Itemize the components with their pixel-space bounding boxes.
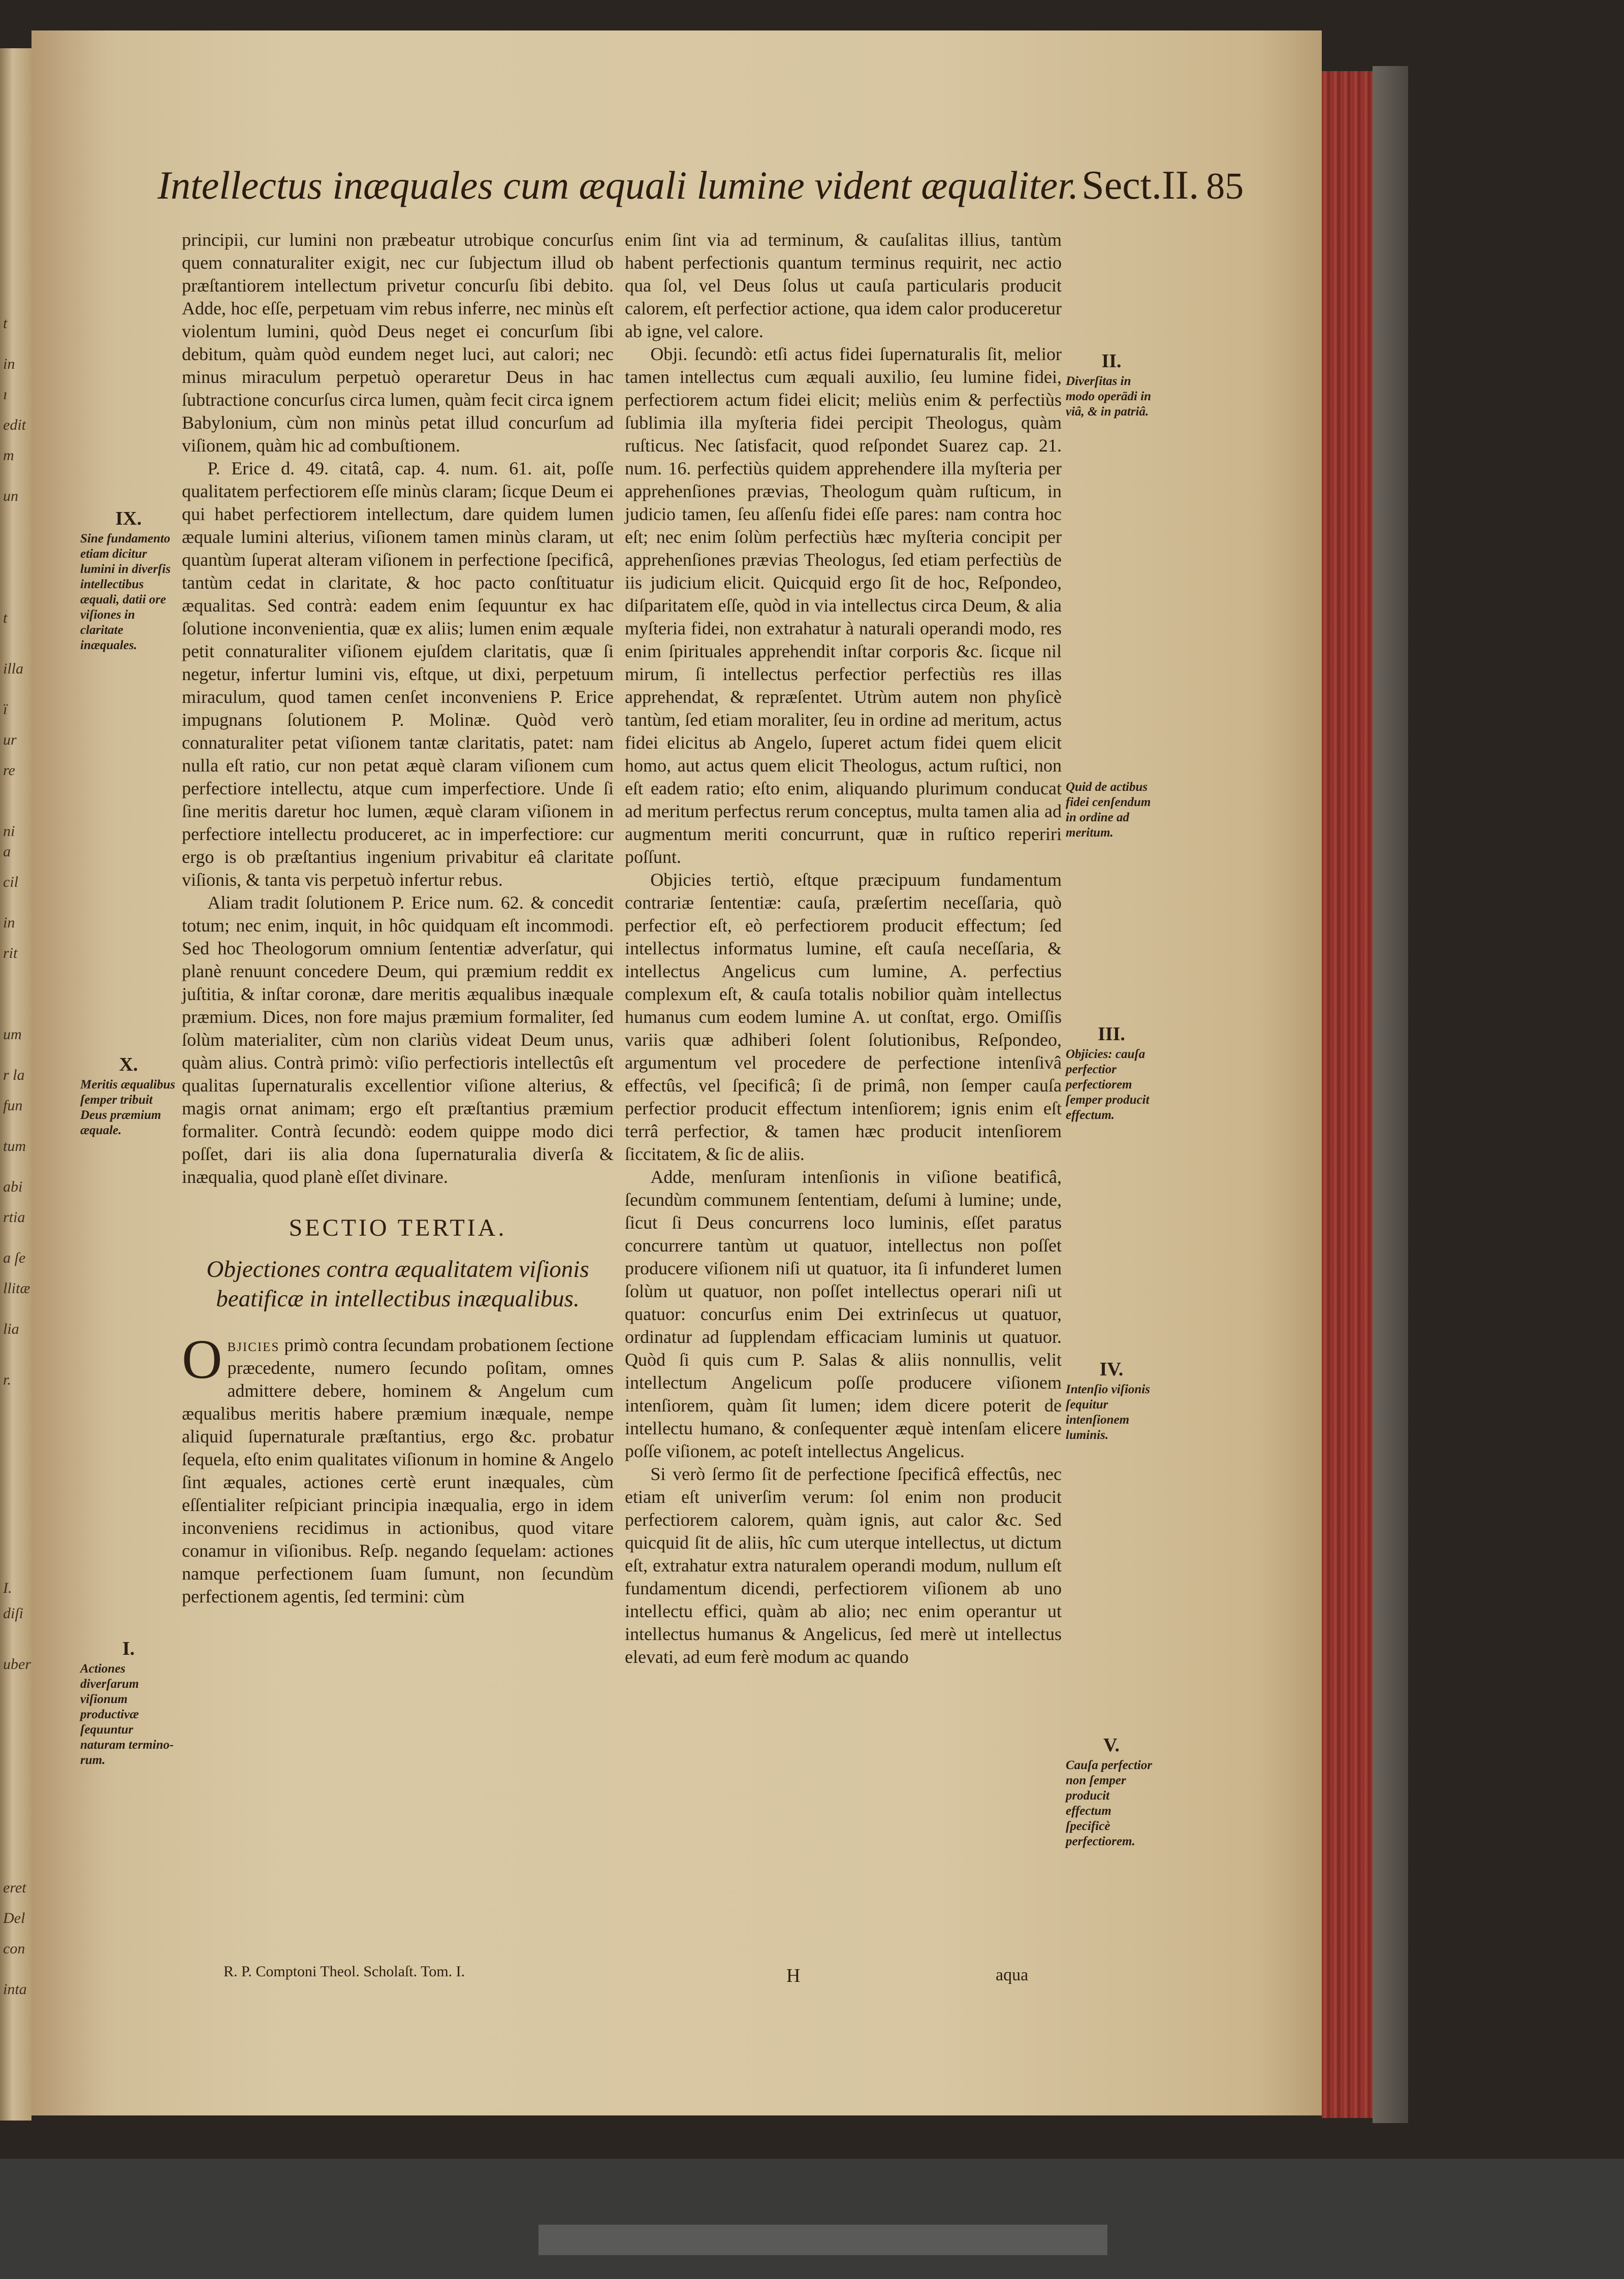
small-caps-word: bjicies	[227, 1335, 280, 1355]
paragraph: principii, cur lumini non præbeatur utrobique concurſus quem connaturaliter exigit, nec cur ſubjectum illud ob præſtantiorem intellectum privetur concurſu ſibi debito. Adde, hoc eſſe, perpetuam vim rebus inferre, nec minùs eſt violentum lumini, quòd Deus neget ei concurſum ſibi debitum, quàm quòd eundem neget luci, aut calori; nec minus miraculum perpetuò operaretur Deus in hac ſubtractione concurſus circa lumen, quàm fecit circa ignem Babylonium, cùm non minùs petat illud concurſum ad viſionem, quàm hic ad combuſtionem.	[182, 230, 614, 456]
margin-note-number: X.	[119, 1054, 138, 1075]
left-page-fragment: re	[3, 762, 15, 779]
margin-note	[80, 508, 177, 653]
left-page-fragment: t	[3, 315, 8, 332]
book-cover-edge	[1373, 66, 1408, 2123]
left-page-fragment: abi	[3, 1178, 23, 1195]
paragraph: Obji. ſecundò: etſi actus fidei ſupernaturalis ſit, melior tamen intellectus cum æquali auxilio, ſeu lumine fidei, perfectiorem actum fidei elicit; meliùs enim & perfectiùs ſublimia illa myſteria fidei percipit Theologus, quàm ruſticus. Nec ſatisfacit, quod reſpondet Suarez cap. 21. num. 16. perfectiùs quidem apprehendere illa myſteria per apprehenſiones prævias, Theologum quàm ruſticum, in judicio tamen, ſeu aſſenſu fidei eſſe pares: nam contra hoc eſt; nec enim ſolùm perfectiùs hæc myſteria concipit per apprehenſiones prævias Theologus, ſed etiam perfectiùs de iis judicium elicit. Quicquid ergo ſit de hoc, Reſpondeo, diſparitatem eſſe, quòd in via intellectus circa Deum, & alia myſteria fidei, non extrahatur à naturali operandi modo, res enim ſpirituales apprehendit inſtar corporis &c. ſicque nil mirum, ſi intellectus perfectior perfectiùs res illas apprehendat, & repræſentet. Utrùm autem non phyſicè tantùm, ſed etiam moraliter, ſeu in ordine ad meritum, actus fidei elicitus ab Angelo, ſuperet actum fidei quem elicit homo, aut actus quem elicit Theologus, actum ruſtici, non eſt eadem ratio; eſto enim, aliquando plurimum conducat ad meritum perfectus rerum conceptus, multa tamen alia ad augmentum meriti concurrunt, quæ in ruſtico reperiri poſſunt.	[625, 344, 1062, 867]
margin-note	[1066, 1735, 1157, 1849]
left-page-fragment: rtia	[3, 1209, 25, 1226]
left-page-fragment: I.	[3, 1580, 12, 1596]
margin-note-text: Sine fundamento etiam dicitur lumini in diverſis intellectibus æquali, datii ore viſiones in claritate inæquales.	[80, 532, 171, 652]
right-column	[625, 229, 1062, 1668]
left-page-fragment: in	[3, 914, 15, 931]
margin-note-text: Quid de actibus fidei cenſendum in ordine ad meritum.	[1066, 780, 1151, 840]
page-number: 85	[1206, 166, 1244, 207]
page-header	[157, 163, 1244, 223]
left-page-fragment: ur	[3, 731, 17, 748]
margin-note-number: III.	[1098, 1023, 1125, 1045]
margin-note-text: Objicies: cauſa perfectior perfectiorem ſemper producit effectum.	[1066, 1047, 1150, 1122]
margin-note-text: Meritis æqualibus ſemper tribuit Deus præmium æquale.	[80, 1078, 175, 1137]
left-page-fragment: um	[3, 1026, 22, 1043]
left-page-fragment: edit	[3, 416, 26, 433]
margin-note-number: IX.	[115, 508, 142, 529]
left-page-fragment: a	[3, 843, 11, 860]
margin-note	[1066, 350, 1157, 420]
scan-background-bottom	[0, 2159, 1624, 2279]
left-page-fragment: tum	[3, 1138, 26, 1154]
left-page-fragment: illa	[3, 660, 24, 677]
running-title: Intellectus inæquales cum æquali lumine vident æqualiter.	[157, 163, 1079, 207]
margin-note-number: II.	[1101, 350, 1122, 372]
previous-page-edge	[0, 48, 31, 2121]
left-page-fragment: cil	[3, 874, 18, 890]
section-label: Sect.II.	[1081, 163, 1199, 208]
left-page-fragment: con	[3, 1940, 25, 1957]
margin-note	[80, 1054, 177, 1138]
margin-note-text: Actiones diverſarum viſionum productivæ ſequuntur naturam termino-rum.	[80, 1662, 174, 1767]
section-subtitle: Objectiones contra æqualitatem viſionis beatificæ in intellectibus inæqualibus.	[206, 1256, 589, 1312]
left-page-fragment: rit	[3, 945, 18, 961]
margin-note-text: Diverſitas in modo operādi in viâ, & in patriâ.	[1066, 374, 1152, 419]
page-edges-red	[1322, 71, 1373, 2118]
drop-cap: O	[182, 1328, 222, 1390]
left-page-fragment: a ſe	[3, 1249, 26, 1266]
margin-note-number: IV.	[1099, 1359, 1124, 1380]
paragraph: enim ſint via ad terminum, & cauſalitas illius, tantùm habent perfectionis quantum terminus requirit, nec actio qua ſol, vel Deus ſolus ut cauſa particularis producit calorem, eſt perfectior actione, qua idem calor produceretur ab igne, vel calore.	[625, 230, 1062, 341]
paragraph: Adde, menſuram intenſionis in viſione beatificâ, ſecundùm communem ſententiam, deſumi à lumine; unde, ſicut ſi Deus concurrens loco luminis, eſſet paratus concurrere tantùm ut quatuor, intellectus non poſſet producere viſionem niſi ut quatuor, ita ſi infunderet lumen ſolùm ut quatuor, non poſſet intellectus operari niſi ut quatuor: concurſus enim Dei extrinſecus ut quatuor, ordinatur ad ſupplendam efficaciam luminis ut quatuor. Quòd ſi quis cum P. Salas & aliis nonnullis, velit intellectum Angelicum poſſe producere viſionem intenſiorem, quàm ſit lumen; idem dicere poterit de intellectu humano, & conſequenter æquè intenſam elicere poſſe viſionem, ac poteſt intellectus Angelicus.	[625, 1167, 1062, 1461]
signature-mark: H	[786, 1965, 801, 1986]
margin-note-text: Cauſa perfectior non ſemper producit effectum ſpecificè perfectiorem.	[1066, 1758, 1153, 1848]
left-page-fragment: in	[3, 356, 15, 372]
paragraph: Aliam tradit ſolutionem P. Erice num. 62. & concedit totum; nec enim, inquit, in hôc quidquam eſt incommodi. Sed hoc Theologorum omnium ſententiæ adverſatur, qui planè renuunt concedere Deum, qui præmium reddit ex juſtitia, & inſtar coronæ, dare meritis æqualibus inæquale præmium. Dices, non fore majus præmium formaliter, ſed ſolùm materialiter, cùm non clariùs videat Deum unus, quàm alius. Contrà primò: viſio perfectioris intellectûs eſt qualitas ſupernaturalis excellentior viſione alterius, & magis ornat animam; ergo eſt præſtantius præmium formaliter. Contrà ſecundò: eodem quippe modo dici poſſet, dari iis alia dona ſupernaturalia diverſa & inæqualia, quod planè eſſet divinare.	[182, 892, 614, 1187]
margin-note	[1066, 780, 1157, 841]
left-page-fragment: ï	[3, 701, 8, 718]
margin-note-number: V.	[1103, 1735, 1120, 1756]
left-page-fragment: Del	[3, 1910, 25, 1927]
signature-line: R. P. Comptoni Theol. Scholaſt. Tom. I.	[224, 1963, 465, 1980]
scan-bottom-strip	[538, 2225, 1107, 2255]
left-page-fragment: r.	[3, 1371, 11, 1388]
margin-note	[1066, 1359, 1157, 1443]
margin-note	[80, 1638, 177, 1768]
paragraph-text: primò contra ſecundam probationem ſectione præcedente, numero ſecundo poſitam, omnes admittere debere, hominem & Angelum cum æqualibus meritis habere præmium inæquale, nempe aliquid ſupernaturale præſtantius, ergo &c. probatur ſequela, eſto enim qualitates viſionum in homine & Angelo ſint æquales, actiones certè erunt inæquales, cùm eſſentialiter reſpiciant principia inæqualia, ergo in idem inconveniens recidimus in actionibus, quod vitare conamur in viſionibus. Reſp. negando ſequelam: actiones namque perfectionem ſuam ſumunt, non ſecundùm perfectionem agentis, ſed termini: cùm	[182, 1335, 614, 1607]
left-page-fragment: diſi	[3, 1605, 24, 1622]
left-page-fragment: r la	[3, 1067, 25, 1083]
left-page-fragment: uber	[3, 1656, 31, 1673]
left-page-fragment: lia	[3, 1321, 19, 1337]
catchword: aqua	[996, 1966, 1029, 1984]
margin-note	[1066, 1023, 1157, 1123]
left-page-fragment: m	[3, 447, 14, 464]
paragraph: Objicies tertiò, eſtque præcipuum fundamentum contrariæ ſententiæ: cauſa, præſertim neceſſaria, quò perfectior eſt, eò perfectiorem producit effectum; ſed intellectus informatus lumine, eſt cauſa neceſſaria, & intellectus Angelicus cum lumine, A. perfectius complexum eſt, & cauſa totalis nobilior quàm intellectus humanus cum eodem lumine A. ut conſtat, ergo. Omiſſis variis quæ adhiberi ſolent ſolutionibus, Reſpondeo, argumentum vel procedere de perfectione intenſivâ effectûs, vel ſpecificâ; ſi de primâ, non ſemper cauſa perfectior producit effectum intenſiorem; ignis enim eſt terrâ perfectior, & tamen hæc producit intenſiorem ſiccitatem, & ſic de aliis.	[625, 870, 1062, 1164]
margin-note-text: Intenſio viſionis ſequitur intenſionem luminis.	[1066, 1383, 1150, 1442]
left-page-fragment: t	[3, 609, 8, 626]
left-page-fragment: eret	[3, 1879, 26, 1896]
left-page-fragment: ı	[3, 386, 8, 403]
margin-note-number: I.	[122, 1638, 135, 1659]
left-page-fragment: llitæ	[3, 1280, 30, 1297]
left-page-fragment: inta	[3, 1981, 27, 1998]
left-page-fragment: un	[3, 488, 18, 504]
left-page-fragment: ni	[3, 823, 15, 840]
section-title: SECTIO TERTIA.	[289, 1214, 507, 1241]
paragraph: Si verò ſermo ſit de perfectione ſpecificâ effectûs, nec etiam eſt univerſim verum: ſol enim non producit perfectiorem calorem, quàm ignis, aut calor &c. Sed quicquid ſit de aliis, hîc cum uterque intellectus, ut dictum eſt, extrahatur extra naturalem operandi modum, nullum eſt fundamentum dicendi, perfectiorem viſionem ab uno intellectu effici, quàm ab alio; nec enim operantur ut intellectus humanus & Angelicus, ſed merè ut intellectus elevati, ad eum ferè modum ac quando	[625, 1464, 1062, 1667]
paragraph: P. Erice d. 49. citatâ, cap. 4. num. 61. ait, poſſe qualitatem perfectiorem eſſe minùs claram; ſicque Deum ei qui habet perfectiorem intellectum, dare quidem lumen æquale lumini alterius, viſionem tamen minùs claram, ut quantùm ſuperat alteram viſionem in perfectione ſpecificâ, tantùm cedat in claritate, & hoc pacto conſtituatur æqualitas. Sed contrà: eadem enim ſequuntur ex hac ſolutione inconvenientia, quæ ex aliis; lumen enim æquale petit connaturaliter viſionem ejuſdem claritatis, quæ ſi negetur, infertur lumini vis, eſtque, ut dixi, perpetuum miraculum, quod tamen cenſet inconveniens P. Erice impugnans ſolutionem P. Molinæ. Quòd verò connaturaliter petat viſionem tantæ claritatis, patet: nam nulla eſt ratio, cur non petat æquè claram viſionem cum perfectiore intellectu, atque cum imperfectiore. Unde ſi ſine meritis daretur hoc lumen, æquè claram viſionem in perfectiore intellectu produceret, ac in imperfectiore: cur ergo is ob præſtantius ingenium privabitur eâ claritate viſionis, & tanta vis perpetuò infertur rebus.	[182, 458, 614, 890]
paragraph	[182, 1328, 614, 1608]
left-column	[182, 229, 614, 1608]
left-page-fragment: fun	[3, 1097, 23, 1114]
